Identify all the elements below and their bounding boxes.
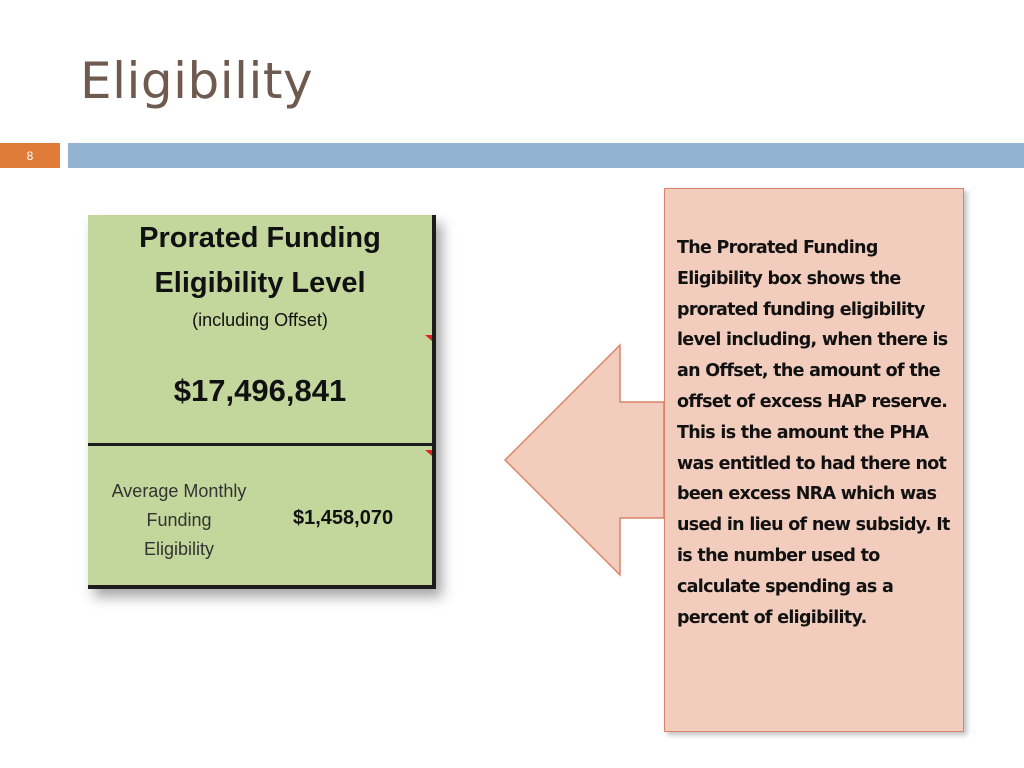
eligibility-heading-line2: Eligibility Level	[154, 267, 366, 299]
eligibility-heading-line1: Prorated Funding	[139, 222, 381, 254]
eligibility-level-cell	[88, 215, 432, 443]
explanation-callout	[664, 188, 964, 732]
eligibility-subheading: (including Offset)	[192, 310, 328, 330]
comment-marker-icon	[425, 335, 432, 341]
page-number-badge: 8	[0, 143, 60, 168]
title-divider-bar	[68, 143, 1024, 168]
monthly-label-line1: Average Monthly	[111, 481, 247, 501]
monthly-funding-label	[88, 477, 270, 564]
monthly-label-line2: Funding	[146, 510, 212, 530]
prorated-funding-screenshot	[88, 215, 436, 589]
eligibility-amount: $17,496,841	[173, 373, 347, 408]
monthly-label-line3: Eligibility	[143, 539, 215, 559]
monthly-funding-amount: $1,458,070	[293, 507, 394, 529]
slide-title: Eligibility	[80, 52, 314, 110]
comment-marker-icon	[425, 450, 432, 456]
callout-text: The Prorated Funding Eligibility box shows the prorated funding eligibility level including, when there is an Offset, the amount of the offset of excess HAP reserve. This is the amount the PHA was entitled to had there not been excess NRA which was used in lieu of new subsidy. It is the number used to calculate spending as a percent of eligibility.	[677, 238, 950, 628]
cell-divider	[88, 443, 432, 446]
left-arrow-icon	[500, 340, 670, 580]
